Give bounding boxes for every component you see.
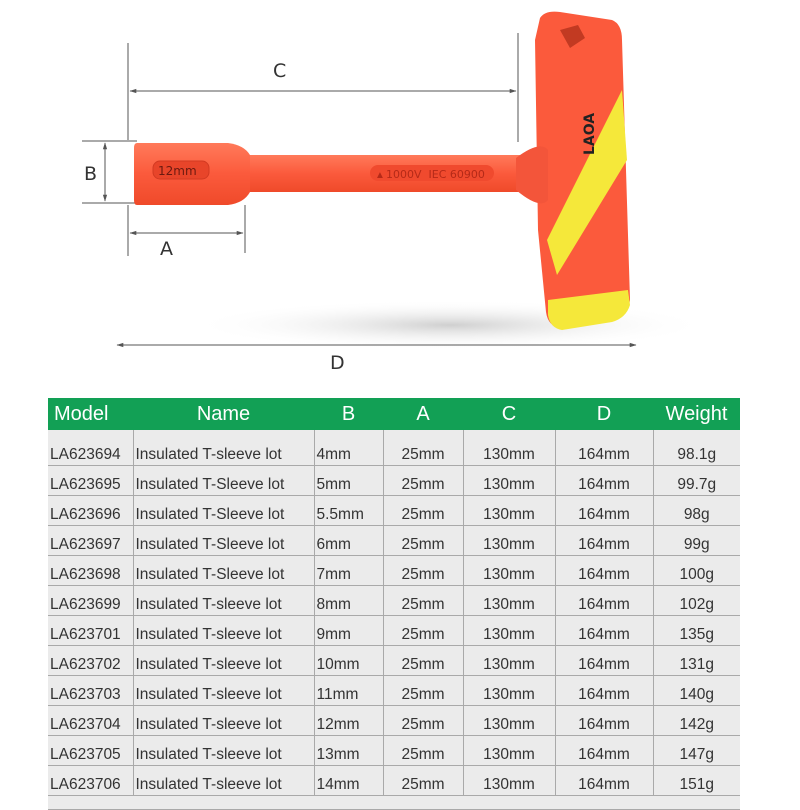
table-row (48, 430, 740, 466)
cell-b: 13mm (314, 736, 383, 766)
cell-b: 10mm (314, 646, 383, 676)
column-header-c: C (463, 398, 555, 430)
column-header-d: D (555, 398, 653, 430)
table-row (48, 766, 740, 796)
cell-c: 130mm (463, 736, 555, 766)
cell-name: Insulated T-sleeve lot (133, 706, 314, 736)
cell-a: 25mm (383, 706, 463, 736)
table-row (48, 736, 740, 766)
cell-weight: 147g (653, 736, 740, 766)
table-row (48, 586, 740, 616)
cell-model: LA623705 (48, 736, 133, 766)
cell-b: 7mm (314, 556, 383, 586)
cell-a: 25mm (383, 616, 463, 646)
cell-model: LA623696 (48, 496, 133, 526)
cell-name: Insulated T-Sleeve lot (133, 556, 314, 586)
cell-b: 4mm (314, 430, 383, 466)
cell-name: Insulated T-sleeve lot (133, 586, 314, 616)
cell-name: Insulated T-sleeve lot (133, 430, 314, 466)
cell-b: 6mm (314, 526, 383, 556)
table-row (48, 496, 740, 526)
cell-a: 25mm (383, 526, 463, 556)
table-footer-row (48, 796, 740, 810)
cell-d: 164mm (555, 430, 653, 466)
shaft-marking: 1000V IEC 60900 (386, 168, 485, 181)
shaft-collar (516, 146, 548, 203)
cell-model: LA623698 (48, 556, 133, 586)
cell-name: Insulated T-sleeve lot (133, 676, 314, 706)
tool-dimension-diagram (0, 0, 800, 392)
table-row (48, 646, 740, 676)
cell-c: 130mm (463, 496, 555, 526)
cell-d: 164mm (555, 676, 653, 706)
column-header-b: B (314, 398, 383, 430)
cell-weight: 99.7g (653, 466, 740, 496)
cell-d: 164mm (555, 526, 653, 556)
cell-weight: 131g (653, 646, 740, 676)
cell-weight: 99g (653, 526, 740, 556)
cell-weight: 102g (653, 586, 740, 616)
cell-model: LA623706 (48, 766, 133, 796)
cell-b: 14mm (314, 766, 383, 796)
table-row (48, 466, 740, 496)
cell-d: 164mm (555, 466, 653, 496)
cell-d: 164mm (555, 496, 653, 526)
cell-c: 130mm (463, 556, 555, 586)
cell-d: 164mm (555, 586, 653, 616)
cell-c: 130mm (463, 586, 555, 616)
cell-weight: 151g (653, 766, 740, 796)
cell-weight: 100g (653, 556, 740, 586)
cell-model: LA623695 (48, 466, 133, 496)
table-footer-cell (48, 796, 740, 810)
column-header-weight: Weight (653, 398, 740, 430)
cell-a: 25mm (383, 586, 463, 616)
cell-c: 130mm (463, 466, 555, 496)
dimension-label-b: B (84, 163, 98, 185)
dimension-label-c: C (273, 60, 287, 82)
cell-model: LA623703 (48, 676, 133, 706)
cell-a: 25mm (383, 766, 463, 796)
cell-name: Insulated T-sleeve lot (133, 646, 314, 676)
cell-c: 130mm (463, 766, 555, 796)
cell-b: 12mm (314, 706, 383, 736)
cell-b: 5.5mm (314, 496, 383, 526)
cell-d: 164mm (555, 556, 653, 586)
table-row (48, 676, 740, 706)
cell-model: LA623704 (48, 706, 133, 736)
cell-b: 9mm (314, 616, 383, 646)
cell-model: LA623699 (48, 586, 133, 616)
dimension-label-a: A (160, 238, 173, 260)
cell-weight: 98.1g (653, 430, 740, 466)
spec-table (48, 398, 740, 810)
cell-model: LA623701 (48, 616, 133, 646)
table-row (48, 556, 740, 586)
table-row (48, 616, 740, 646)
floor-shadow (190, 300, 710, 350)
cell-c: 130mm (463, 676, 555, 706)
cell-name: Insulated T-Sleeve lot (133, 496, 314, 526)
table-row (48, 706, 740, 736)
warning-triangle-icon: ▲ (375, 170, 385, 181)
column-header-name: Name (133, 398, 314, 430)
cell-d: 164mm (555, 766, 653, 796)
cell-model: LA623702 (48, 646, 133, 676)
cell-b: 8mm (314, 586, 383, 616)
table-row (48, 526, 740, 556)
cell-name: Insulated T-sleeve lot (133, 766, 314, 796)
cell-d: 164mm (555, 616, 653, 646)
cell-weight: 98g (653, 496, 740, 526)
cell-c: 130mm (463, 526, 555, 556)
cell-c: 130mm (463, 430, 555, 466)
brand-logo: LAOA (582, 112, 598, 155)
column-header-model: Model (48, 398, 133, 430)
cell-a: 25mm (383, 676, 463, 706)
cell-name: Insulated T-sleeve lot (133, 736, 314, 766)
cell-a: 25mm (383, 430, 463, 466)
column-header-a: A (383, 398, 463, 430)
cell-name: Insulated T-Sleeve lot (133, 466, 314, 496)
cell-model: LA623694 (48, 430, 133, 466)
cell-a: 25mm (383, 646, 463, 676)
socket-marking: 12mm (158, 164, 197, 178)
t-handle-socket-wrench (134, 12, 630, 330)
cell-weight: 135g (653, 616, 740, 646)
cell-name: Insulated T-sleeve lot (133, 616, 314, 646)
cell-a: 25mm (383, 556, 463, 586)
cell-name: Insulated T-Sleeve lot (133, 526, 314, 556)
cell-a: 25mm (383, 466, 463, 496)
cell-a: 25mm (383, 736, 463, 766)
cell-d: 164mm (555, 706, 653, 736)
cell-d: 164mm (555, 646, 653, 676)
cell-c: 130mm (463, 646, 555, 676)
cell-model: LA623697 (48, 526, 133, 556)
cell-weight: 140g (653, 676, 740, 706)
cell-d: 164mm (555, 736, 653, 766)
cell-c: 130mm (463, 706, 555, 736)
cell-a: 25mm (383, 496, 463, 526)
cell-b: 5mm (314, 466, 383, 496)
cell-c: 130mm (463, 616, 555, 646)
cell-weight: 142g (653, 706, 740, 736)
cell-b: 11mm (314, 676, 383, 706)
table-header-row (48, 398, 740, 430)
dimension-label-d: D (330, 352, 345, 374)
